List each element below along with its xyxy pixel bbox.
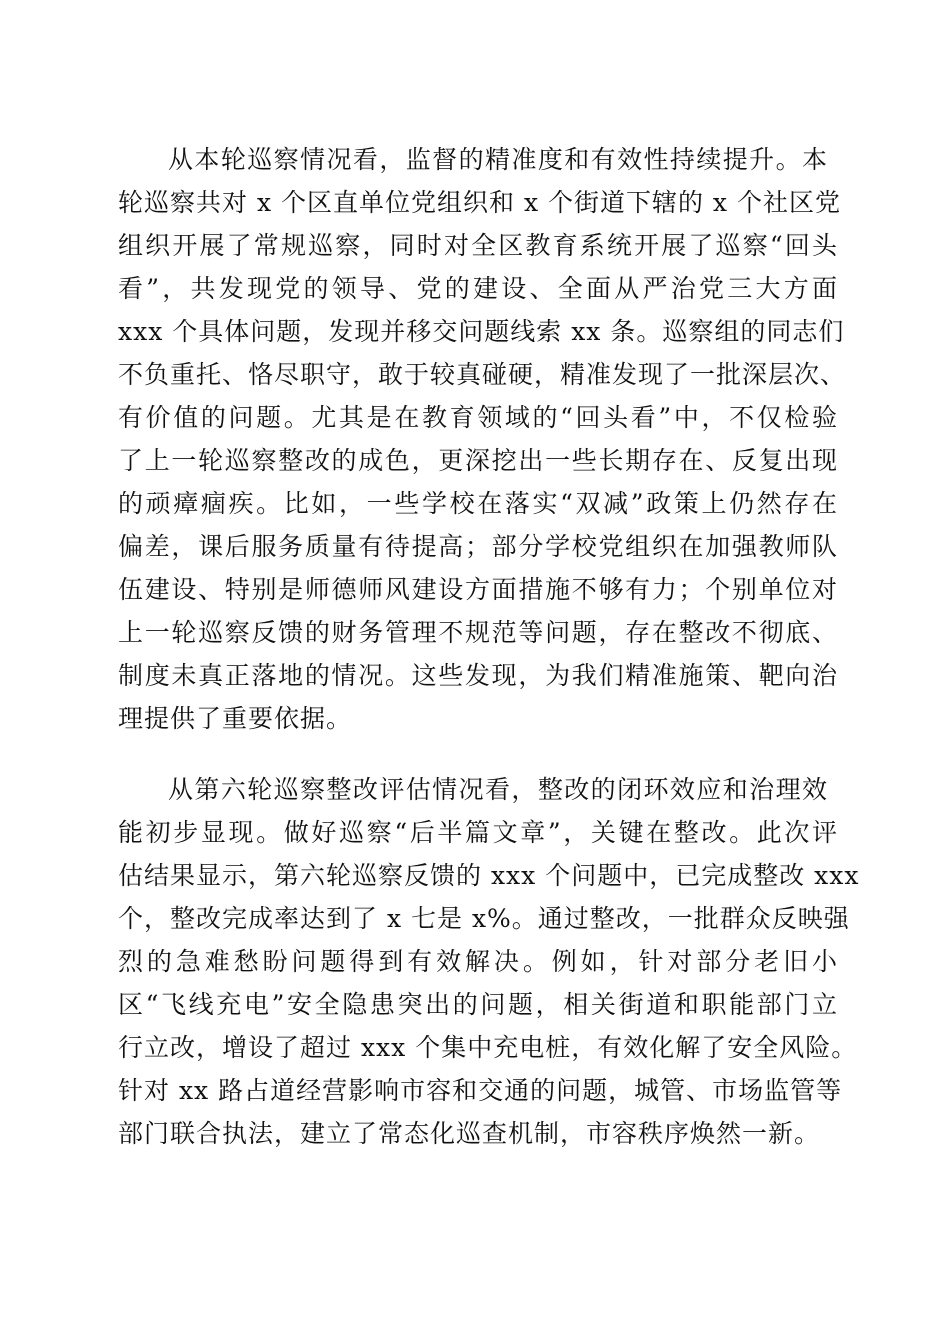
text-line: xxx 个具体问题，发现并移交问题线索 xx 条。巡察组的同志们: [118, 317, 845, 346]
text-line: 看”，共发现党的领导、党的建设、全面从严治党三大方面: [118, 274, 838, 303]
text-line: 针对 xx 路占道经营影响市容和交通的问题，城管、市场监管等: [118, 1076, 843, 1105]
text-line: 的顽瘴痼疾。比如，一些学校在落实“双减”政策上仍然存在: [118, 489, 838, 518]
text-line: 组织开展了常规巡察，同时对全区教育系统开展了巡察“回头: [118, 231, 838, 260]
text-line: 不负重托、恪尽职守，敢于较真碰硬，精准发现了一批深层次、: [118, 360, 847, 389]
text-line: 区“飞线充电”安全隐患突出的问题，相关街道和职能部门立: [118, 990, 838, 1019]
text-line: 轮巡察共对 x 个区直单位党组织和 x 个街道下辖的 x 个社区党: [118, 188, 841, 217]
text-line: 能初步显现。做好巡察“后半篇文章”，关键在整改。此次评: [118, 818, 838, 847]
text-line: 行立改，增设了超过 xxx 个集中充电桩，有效化解了安全风险。: [118, 1033, 858, 1062]
text-line: 上一轮巡察反馈的财务管理不规范等问题，存在整改不彻底、: [118, 618, 838, 647]
text-line: 从本轮巡察情况看，监督的精准度和有效性持续提升。本: [168, 145, 828, 174]
text-line: 从第六轮巡察整改评估情况看，整改的闭环效应和治理效: [168, 775, 828, 804]
text-line: 理提供了重要依据。: [118, 704, 353, 733]
text-line: 偏差，课后服务质量有待提高；部分学校党组织在加强教师队: [118, 532, 838, 561]
text-line: 伍建设、特别是师德师风建设方面措施不够有力；个别单位对: [118, 575, 838, 604]
text-line: 个，整改完成率达到了 x 七是 x%。通过整改，一批群众反映强: [118, 904, 850, 933]
text-line: 制度未真正落地的情况。这些发现，为我们精准施策、靶向治: [118, 661, 838, 690]
text-line: 烈的急难愁盼问题得到有效解决。例如，针对部分老旧小: [118, 947, 838, 976]
text-line: 了上一轮巡察整改的成色，更深挖出一些长期存在、反复出现: [118, 446, 838, 475]
text-line: 估结果显示，第六轮巡察反馈的 xxx 个问题中，已完成整改 xxx: [118, 861, 860, 890]
text-line: 有价值的问题。尤其是在教育领域的“回头看”中，不仅检验: [118, 403, 838, 432]
text-line: 部门联合执法，建立了常态化巡查机制，市容秩序焕然一新。: [118, 1119, 821, 1148]
